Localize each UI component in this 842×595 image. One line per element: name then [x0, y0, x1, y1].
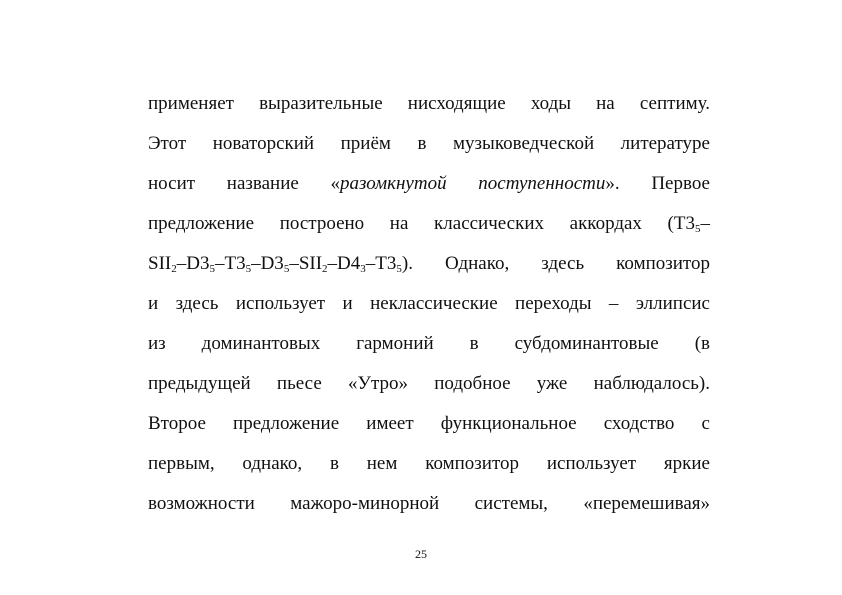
text-segment: –T3 — [365, 253, 397, 274]
text-segment: из доминантовых гармоний в субдоминантовые (в — [148, 333, 710, 354]
text-segment: ». Первое — [605, 173, 710, 194]
text-segment: применяет выразительные нисходящие ходы на септиму. — [148, 93, 710, 114]
text-segment: ). Однако, здесь композитор — [401, 253, 710, 274]
subscript-text: 5 — [245, 263, 252, 275]
subscript-text: 5 — [695, 223, 701, 235]
italic-term: разомкнутой поступенности — [340, 173, 606, 194]
text-line — [148, 284, 710, 324]
text-segment: предыдущей пьесе «Утро» подобное уже наблюдалось). — [148, 373, 710, 394]
text-segment: SII — [148, 253, 172, 274]
text-line — [148, 484, 710, 524]
subscript-text: 2 — [171, 263, 177, 275]
subscript-text: 2 — [322, 263, 328, 275]
text-segment: Второе предложение имеет функциональное сходство с — [148, 413, 710, 434]
text-line — [148, 124, 710, 164]
text-segment: первым, однако, в нем композитор использует яркие — [148, 453, 710, 474]
page-number: 25 — [415, 547, 427, 561]
text-segment: –SII — [289, 253, 323, 274]
subscript-text: 5 — [396, 263, 402, 275]
text-segment: –T3 — [214, 253, 246, 274]
text-line — [148, 404, 710, 444]
text-line — [148, 84, 710, 124]
text-segment: предложение построено на классических аккордах (Т3 — [148, 213, 695, 234]
text-line — [148, 244, 710, 284]
subscript-text: 3 — [360, 263, 366, 275]
text-segment: – — [700, 213, 710, 234]
text-segment: –D4 — [327, 253, 361, 274]
text-segment: Этот новаторский приём в музыковедческой литературе — [148, 133, 710, 154]
subscript-text: 5 — [209, 263, 215, 275]
text-segment: и здесь использует и неклассические переходы – эллипсис — [148, 293, 710, 314]
body-text — [148, 84, 710, 524]
text-line — [148, 324, 710, 364]
text-line — [148, 364, 710, 404]
subscript-text: 5 — [283, 263, 290, 275]
text-line — [148, 204, 710, 244]
text-segment: носит название « — [148, 173, 341, 194]
text-line — [148, 444, 710, 484]
text-segment: –D3 — [176, 253, 210, 274]
text-segment: возможности мажоро-минорной системы, «перемешивая» — [148, 493, 710, 514]
text-line — [148, 164, 710, 204]
text-segment: –D3 — [251, 253, 284, 274]
